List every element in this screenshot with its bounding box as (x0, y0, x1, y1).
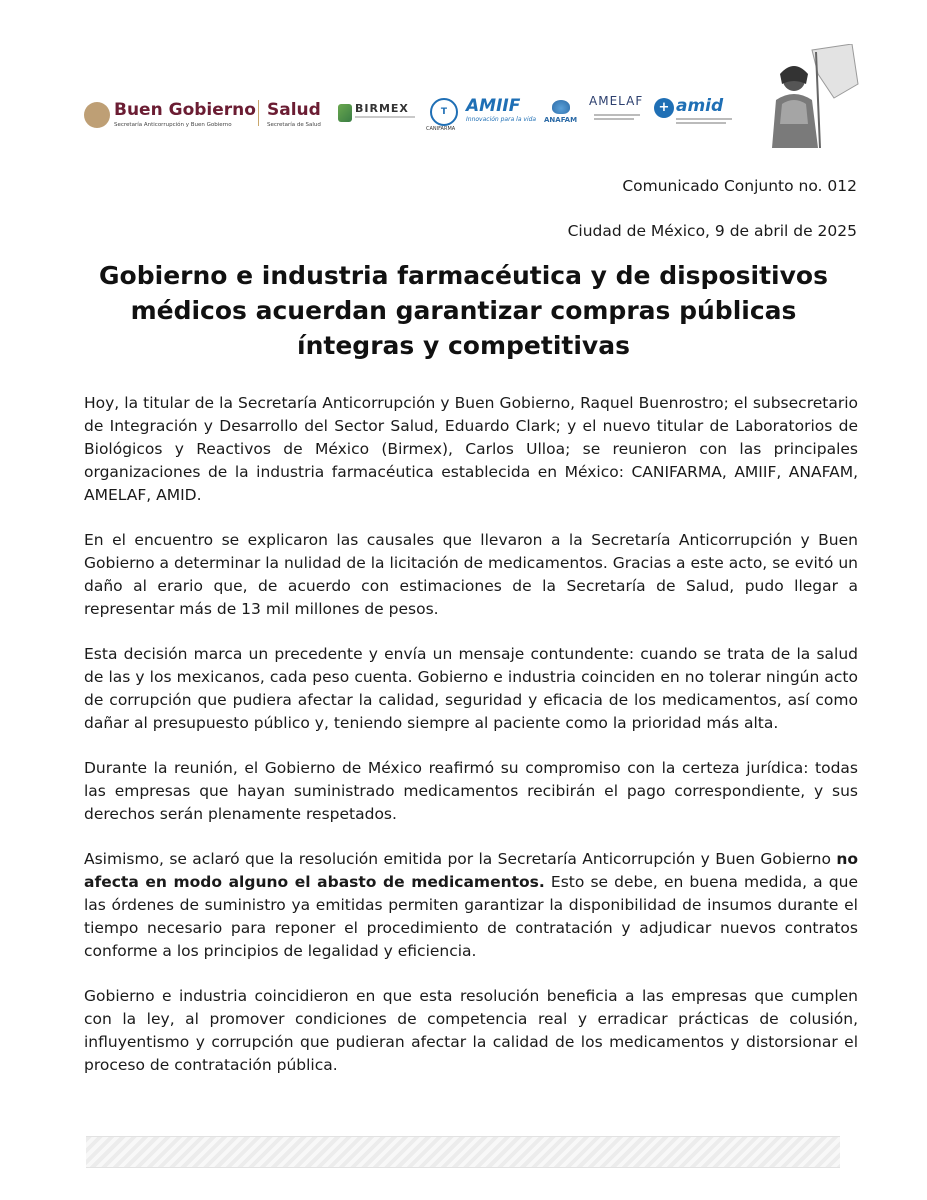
paragraph-text: Asimismo, se aclaró que la resolución emitida por la Secretaría Anticorrupción y Buen Gobierno (84, 850, 837, 868)
partner-logos (84, 82, 844, 142)
buen-gobierno-subtitle: Secretaría Anticorrupción y Buen Gobierno (114, 122, 232, 128)
paragraph-text: Esto se debe, en buena medida, a que las órdenes de suministro ya emitidas permiten garantizar la disponibilidad de insumos durante el tiempo necesario para reponer el procedimiento de contratación y adjudicar nuevos contratos conforme a los principios de legalidad y eficiencia. (84, 873, 858, 960)
birmex-logo: BIRMEX (355, 102, 409, 115)
communique-reference: Comunicado Conjunto no. 012 (622, 177, 857, 195)
salud-logo: Salud (267, 100, 321, 120)
amiif-logo: AMIIF (466, 96, 521, 116)
buen-gobierno-logo: Buen Gobierno (114, 100, 256, 120)
date-line: Ciudad de México, 9 de abril de 2025 (567, 222, 857, 240)
anafam-mark-icon (552, 100, 570, 114)
paragraph-bold-text: no afecta en modo alguno el abasto de medicamentos. (84, 850, 858, 891)
amid-subtitle-lines (676, 116, 736, 126)
document-body (84, 392, 858, 1099)
canifarma-emblem-icon: T (430, 98, 458, 126)
salud-subtitle: Secretaría de Salud (267, 122, 321, 128)
paragraph (84, 848, 858, 963)
amid-plus-icon: + (654, 98, 674, 118)
canifarma-logo: CANIFARMA (426, 126, 456, 132)
paragraph: Gobierno e industria coincidieron en que esta resolución beneficia a las empresas que cumplen con la ley, al promover condiciones de competencia real y erradicar prácticas de colusión, influyentismo y corrupción que pudieran afectar la calidad de los medicamentos y distorsionar el proceso de contratación pública. (84, 987, 858, 1074)
heroine-flag-illustration (760, 44, 860, 152)
document-title: Gobierno e industria farmacéutica y de dispositivos médicos acuerdan garantizar compras públicas íntegras y competitivas (99, 261, 828, 360)
paragraph: En el encuentro se explicaron las causales que llevaron a la Secretaría Anticorrupción y Buen Gobierno a determinar la nulidad de la licitación de medicamentos. Gracias a este acto, se evitó un daño al erario que, de acuerdo con estimaciones de la Secretaría de Salud, pudo llegar a representar más de 13 mil millones de pesos. (84, 531, 858, 618)
amid-logo: amid (676, 96, 724, 116)
amelaf-subtitle-lines (594, 112, 644, 122)
anafam-logo: ANAFAM (544, 116, 578, 124)
birmex-underline (355, 116, 415, 118)
paragraph: Esta decisión marca un precedente y envía un mensaje contundente: cuando se trata de la salud de las y los mexicanos, cada peso cuenta. Gobierno e industria coinciden en no tolerar ningún acto de corrupción que pudiera afectar la calidad, seguridad y eficacia de los medicamentos, así como dañar al presupuesto público y, teniendo siempre al paciente como la prioridad más alta. (84, 645, 858, 732)
coat-of-arms-icon (84, 102, 110, 128)
birmex-leaf-icon (338, 104, 352, 122)
amelaf-logo: AMELAF (589, 94, 644, 108)
logo-divider (258, 100, 259, 126)
paragraph: Hoy, la titular de la Secretaría Anticorrupción y Buen Gobierno, Raquel Buenrostro; el subsecretario de Integración y Desarrollo del Sector Salud, Eduardo Clark; y el nuevo titular de Laboratorios de Biológicos y Reactivos de México (Birmex), Carlos Ulloa; se reunieron con las principales organizaciones de la industria farmacéutica establecida en México: CANIFARMA, AMIIF, ANAFAM, AMELAF, AMID. (84, 394, 858, 504)
footer-decorative-band (86, 1136, 840, 1168)
paragraph: Durante la reunión, el Gobierno de México reafirmó su compromiso con la certeza jurídica: todas las empresas que hayan suministrado medicamentos recibirán el pago correspondiente, y sus derechos serán plenamente respetados. (84, 759, 858, 823)
amiif-tagline: Innovación para la vida (466, 116, 537, 123)
